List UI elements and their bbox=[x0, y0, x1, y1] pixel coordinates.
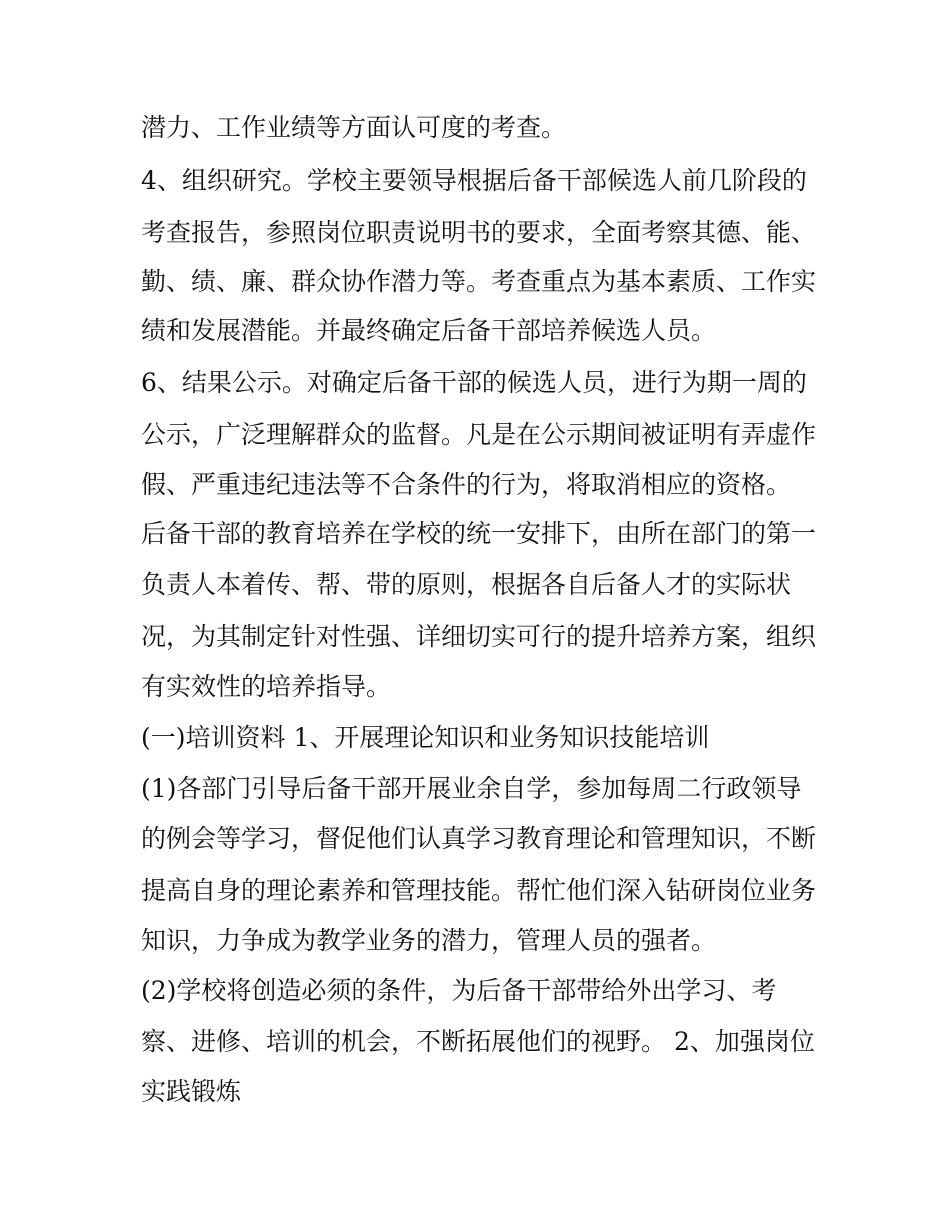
text-line: 负责人本着传、帮、带的原则，根据各自后备人才的实际状 bbox=[141, 570, 792, 599]
text-line: (2)学校将创造必须的条件，为后备干部带给外出学习、考 bbox=[141, 976, 777, 1005]
text-line: 公示，广泛理解群众的监督。凡是在公示期间被证明有弄虚作 bbox=[141, 420, 817, 449]
text-line: 察、进修、培训的机会，不断拓展他们的视野。 2、加强岗位 bbox=[141, 1027, 815, 1056]
text-line: 实践锻炼 bbox=[141, 1077, 242, 1106]
text-line: 6、结果公示。对确定后备干部的候选人员，进行为期一周的 bbox=[141, 368, 807, 397]
text-line: 潜力、工作业绩等方面认可度的考查。 bbox=[141, 113, 567, 142]
text-line: 况，为其制定针对性强、详细切实可行的提升培养方案，组织 bbox=[141, 622, 817, 651]
text-line: (1)各部门引导后备干部开展业余自学，参加每周二行政领导 bbox=[141, 774, 802, 803]
text-line: 假、严重违纪违法等不合条件的行为，将取消相应的资格。 bbox=[141, 470, 792, 499]
text-line: (一)培训资料 1、开展理论知识和业务知识技能培训 bbox=[141, 723, 710, 752]
text-line: 勤、绩、廉、群众协作潜力等。考查重点为基本素质、工作实 bbox=[141, 267, 817, 296]
text-line: 4、组织研究。学校主要领导根据后备干部候选人前几阶段的 bbox=[141, 166, 807, 195]
text-line: 的例会等学习，督促他们认真学习教育理论和管理知识，不断 bbox=[141, 824, 817, 853]
text-line: 有实效性的培养指导。 bbox=[141, 672, 392, 701]
text-line: 后备干部的教育培养在学校的统一安排下，由所在部门的第一 bbox=[141, 519, 817, 548]
text-line: 知识，力争成为教学业务的潜力，管理人员的强者。 bbox=[141, 926, 717, 955]
text-line: 绩和发展潜能。并最终确定后备干部培养候选人员。 bbox=[141, 316, 717, 345]
text-line: 提高自身的理论素养和管理技能。帮忙他们深入钻研岗位业务 bbox=[141, 876, 817, 905]
text-line: 考查报告，参照岗位职责说明书的要求，全面考察其德、能、 bbox=[141, 218, 817, 247]
